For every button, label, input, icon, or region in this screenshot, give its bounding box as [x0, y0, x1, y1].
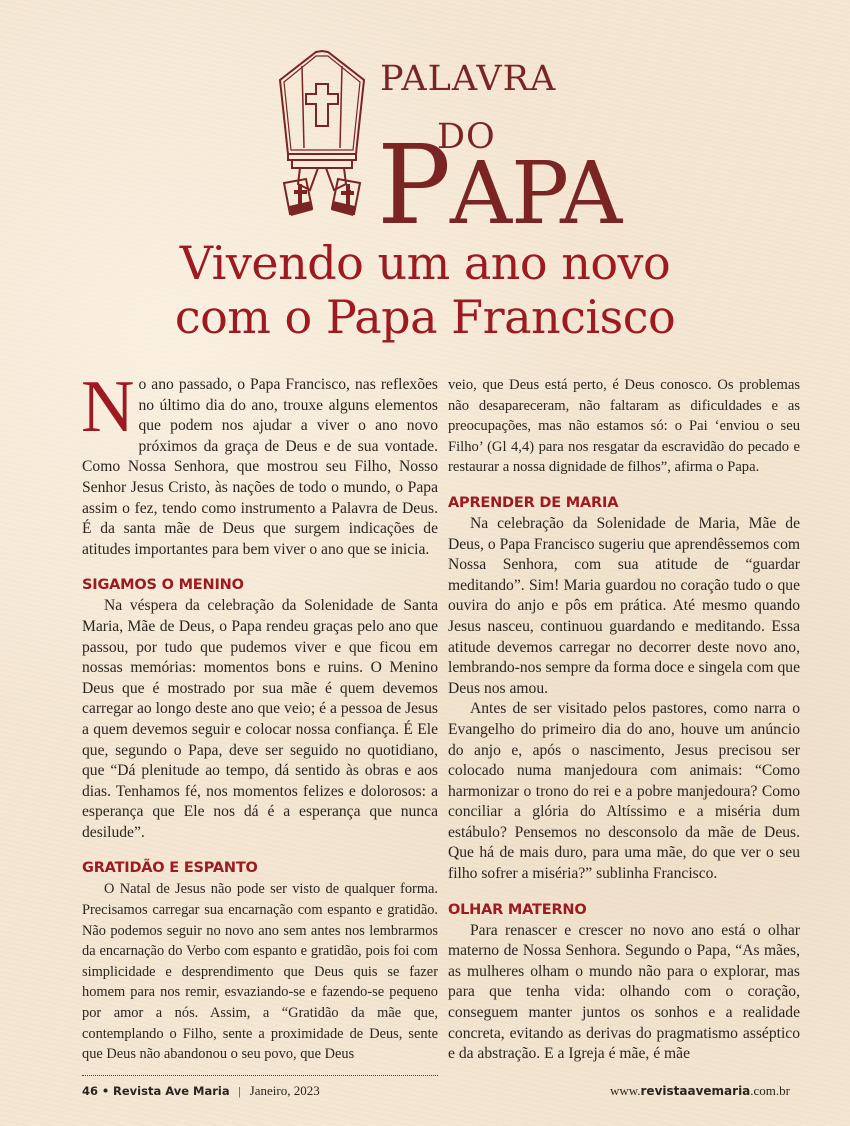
masthead-line-palavra: PALAVRA [380, 59, 557, 99]
section-paragraph: Para renascer e crescer no novo ano está o olhar materno de Nossa Senhora. Segundo o Papa, “As mães, as mulheres olham o mundo não para o explorar, mas para que tenha vida: olhando com o coração, conseguem manter juntos os sonhos e a realidade concreta, evitando as derivas do pragmatismo asséptico e da abstração. E a Igreja é mãe, é mãe [448, 921, 800, 1063]
masthead-papa-rest: APA [450, 144, 622, 244]
footer-bullet: • [101, 1084, 110, 1098]
article-column-left [81, 366, 438, 1065]
intro-text: o ano passado, o Papa Francisco, nas reflexões no último dia do ano, trouxe alguns elementos que podem nos ajudar a viver o ano novo próximos da graça de Deus e de sua vontade. Como Nossa Senhora, que mostrou seu Filho, Nosso Senhor Jesus Cristo, às nações de todo o mundo, o Papa assim o fez, tendo como instrumento a Palavra de Deus. É da santa mãe de Deus que surgem indicações de atitudes importantes para bem viver o ano que se inicia. [82, 376, 438, 558]
section-heading-sigamos: SIGAMOS O MENINO [82, 577, 244, 594]
drop-cap: N [81, 366, 135, 448]
url-suffix: .com.br [750, 1083, 790, 1098]
footer-separator: | [238, 1084, 241, 1098]
mitre-icon [272, 48, 372, 218]
intro-paragraph [81, 366, 438, 560]
issue-date: Janeiro, 2023 [249, 1083, 320, 1098]
masthead-line-papa [377, 121, 622, 249]
masthead [272, 46, 622, 249]
article-headline [0, 236, 850, 344]
footer-divider [82, 1075, 438, 1076]
section-paragraph: Na véspera da celebração da Solenidade de Santa Maria, Mãe de Deus, o Papa rendeu graças pelo ano que passou, por tudo que pudemos viver e que ficou em nossas memórias: momentos bons e ruins. O Menino Deus que é mostrado por sua mãe é quem devemos carregar ao longo deste ano que veio; é a pessoa de Jesus a quem devemos seguir e colocar nossa confiança. É Ele que, segundo o Papa, deve ser seguido no quotidiano, que “Dá plenitude ao tempo, dá sentido às obras e aos dias. Tenhamos fé, nos momentos felizes e dolorosos: a esperança que Ele nos dá é a esperança que nunca desilude”. [82, 597, 438, 841]
section-paragraph: Antes de ser visitado pelos pastores, como narra o Evangelho do primeiro dia do ano, houve um anúncio do anjo e, após o nascimento, Jesus precisou ser colocado numa manjedoura com animais: “Como harmonizar o trono do rei e a pobre manjedoura? Como conciliar a glória do Altíssimo e a miséria dum estábulo? Pensemos no desconsolo da mãe de Deus. Que há de mais duro, para uma mãe, do que ver o seu filho sofrer a miséria?” sublinha Francisco. [448, 700, 800, 883]
section-paragraph: O Natal de Jesus não pode ser visto de qualquer forma. Precisamos carregar sua encarnação com espanto e gratidão. Não podemos seguir no novo ano sem antes nos lembrarmos da encarnação do Verbo com espanto e gratidão, pois foi com simplicidade e desprendimento que Deus quis se fazer homem para nos remir, esvaziando-se e fazendo-se pequeno por amor a nós. Assim, a “Gratidão da mãe que, contemplando o Filho, sente a proximidade de Deus, sente que Deus não abandonou o seu povo, que Deus [82, 881, 438, 1063]
section-heading-aprender: APRENDER DE MARIA [448, 494, 619, 511]
masthead-line-do: DO [437, 117, 496, 157]
headline-line-1: Vivendo um ano novo [179, 236, 671, 290]
footer-folio [82, 1083, 320, 1099]
magazine-name: Revista Ave Maria [113, 1084, 230, 1098]
url-prefix: www. [609, 1083, 641, 1098]
section-heading-olhar: OLHAR MATERNO [448, 901, 587, 918]
section-paragraph-continued: veio, que Deus está perto, é Deus conosco. Os problemas não desapareceram, não faltaram as dificuldades e as preocupações, mas não estamos só: o Pai ‘enviou o seu Filho’ (Gl 4,4) para nos resgatar da escravidão do pecado e restaurar a nossa dignidade de filhos”, afirma o Papa. [448, 377, 800, 476]
article-column-right [448, 375, 800, 1065]
page-number: 46 [82, 1084, 99, 1098]
website-url[interactable] [610, 1083, 790, 1099]
masthead-papa-cap: P [377, 121, 451, 249]
section-heading-gratidao: GRATIDÃO E ESPANTO [82, 860, 258, 877]
section-paragraph: Na celebração da Solenidade de Maria, Mãe de Deus, o Papa Francisco sugeriu que aprendêssemos com Nossa Senhora, com sua atitude de “guardar meditando”. Sim! Maria guardou no coração tudo o que ouvira do anjo e pôs em prática. Até mesmo quando Jesus nasceu, continuou guardando e meditando. Essa atitude devemos carregar no decorrer deste novo ano, lembrando-nos sempre da forma doce e singela com que Deus nos amou. [448, 514, 800, 697]
url-domain: revistaavemaria [640, 1084, 751, 1098]
masthead-title [377, 46, 622, 249]
headline-line-2: com o Papa Francisco [174, 290, 676, 344]
